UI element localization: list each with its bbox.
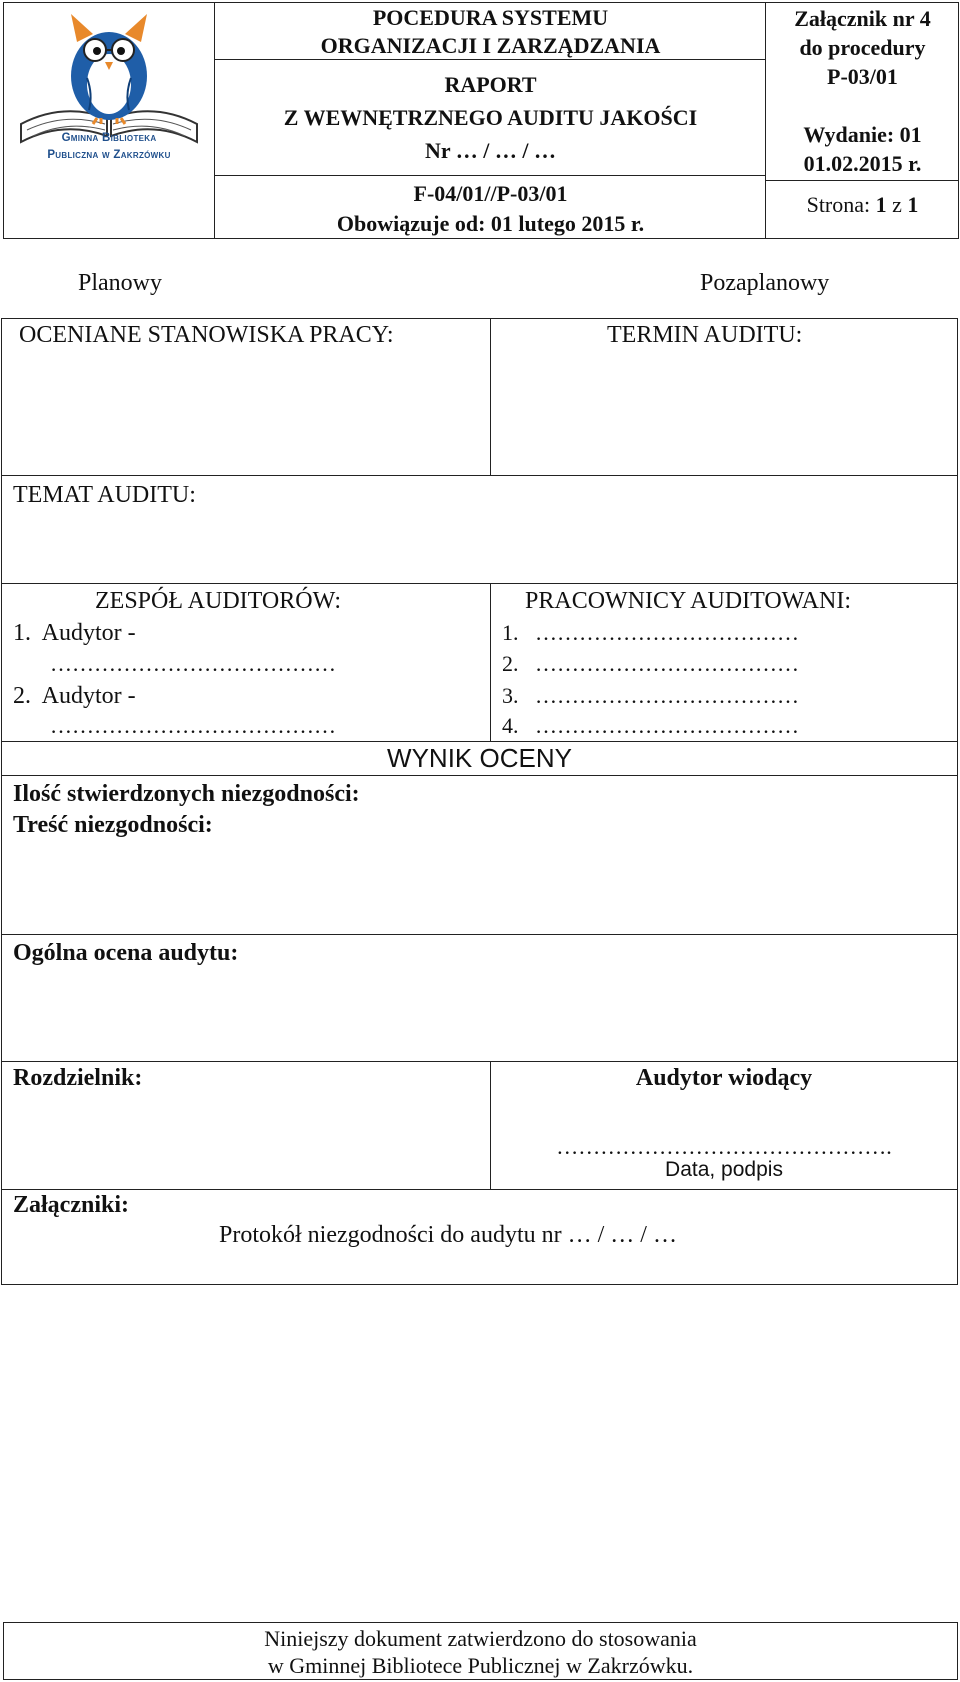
positions-field[interactable]	[3, 360, 489, 474]
audit-type-planned: Planowy	[78, 270, 162, 296]
overall-field[interactable]	[3, 972, 956, 1060]
page-current: 1	[875, 192, 887, 217]
divider-h2	[1, 583, 958, 584]
signature-line[interactable]: ……………………………………….	[556, 1134, 892, 1159]
divider-v2	[490, 583, 491, 741]
edition: Wydanie: 01	[803, 122, 922, 147]
lead-auditor-label: Audytor wiodący	[635, 1065, 813, 1091]
report-title-line2: Z WEWNĘTRZNEGO AUDITU JAKOŚCI	[283, 105, 698, 130]
footer-line1: Niniejszy dokument zatwierdzono do stosowania	[264, 1626, 697, 1651]
page-indicator	[766, 192, 959, 218]
divider-h6	[1, 1061, 958, 1062]
footer-box	[3, 1622, 958, 1680]
report-number: Nr … / … / …	[425, 138, 556, 163]
form-code: F-04/01//P-03/01	[413, 181, 568, 206]
result-heading: WYNIK OCENY	[387, 743, 572, 773]
procedure-title-line2: ORGANIZACJI I ZARZĄDZANIA	[320, 33, 661, 58]
edition-date: 01.02.2015 r.	[803, 151, 922, 176]
report-title-line1: RAPORT	[444, 72, 537, 97]
effective-from: Obowiązuje od: 01 lutego 2015 r.	[336, 211, 645, 236]
overall-label: Ogólna ocena audytu:	[13, 940, 239, 966]
page-total: 1	[907, 192, 919, 217]
divider-v3	[490, 1061, 491, 1189]
logo-cell	[3, 2, 215, 239]
attachments-text: Protokół niezgodności do audytu nr … / … / …	[219, 1222, 677, 1248]
divider-h5	[1, 934, 958, 935]
attachment-line3: P-03/01	[827, 64, 898, 89]
audit-date-label: TERMIN AUDITU:	[607, 322, 803, 348]
audited-label: PRACOWNICY AUDITOWANI:	[525, 588, 851, 614]
divider-h1	[1, 475, 958, 476]
report-title	[215, 68, 766, 176]
audited-4[interactable]: 4. ………………………………	[502, 713, 799, 738]
auditor-2-dots[interactable]: …………………………………	[50, 713, 336, 738]
footer-line2: w Gminnej Bibliotece Publicznej w Zakrzówku.	[267, 1653, 694, 1678]
distribution-label: Rozdzielnik:	[13, 1065, 143, 1091]
page-label: Strona:	[806, 192, 871, 217]
nonconformities-count-label: Ilość stwierdzonych niezgodności:	[13, 781, 360, 807]
logo-caption-line2: Publiczna w Zakrzówku	[47, 149, 171, 161]
divider-h3	[1, 741, 958, 742]
auditors-label: ZESPÓŁ AUDITORÓW:	[95, 588, 341, 614]
header-right-divider	[766, 180, 959, 181]
procedure-title	[215, 4, 766, 60]
attachment-info	[766, 4, 959, 91]
audited-2[interactable]: 2. ………………………………	[502, 651, 799, 676]
page-of: z	[892, 192, 902, 217]
edition-info	[766, 120, 959, 178]
logo-caption-line1: Gminna Biblioteka	[61, 132, 157, 144]
divider-h7	[1, 1189, 958, 1190]
auditor-1: 1. Audytor -	[13, 620, 136, 646]
attachments-label: Załączniki:	[13, 1192, 130, 1218]
distribution-field[interactable]	[3, 1098, 489, 1186]
audit-topic-label: TEMAT AUDITU:	[13, 482, 196, 508]
audit-type-unplanned: Pozaplanowy	[700, 270, 830, 296]
positions-label: OCENIANE STANOWISKA PRACY:	[19, 322, 394, 348]
auditor-2: 2. Audytor -	[13, 683, 136, 709]
attachment-line2: do procedury	[799, 35, 926, 60]
nonconformities-field[interactable]	[3, 845, 956, 933]
procedure-title-line1: POCEDURA SYSTEMU	[372, 5, 609, 30]
logo-caption	[7, 130, 211, 164]
nonconformities-content-label: Treść niezgodności:	[13, 812, 213, 838]
divider-v1	[490, 318, 491, 476]
audited-3[interactable]: 3. ………………………………	[502, 683, 799, 708]
divider-h4	[1, 775, 958, 776]
auditor-1-dots[interactable]: …………………………………	[50, 651, 336, 676]
audit-topic-field[interactable]	[3, 515, 956, 581]
audited-1[interactable]: 1. ………………………………	[502, 620, 799, 645]
audit-date-field[interactable]	[492, 360, 956, 474]
attachment-line1: Załącznik nr 4	[794, 6, 931, 31]
signature-caption: Data, podpis	[665, 1158, 783, 1181]
